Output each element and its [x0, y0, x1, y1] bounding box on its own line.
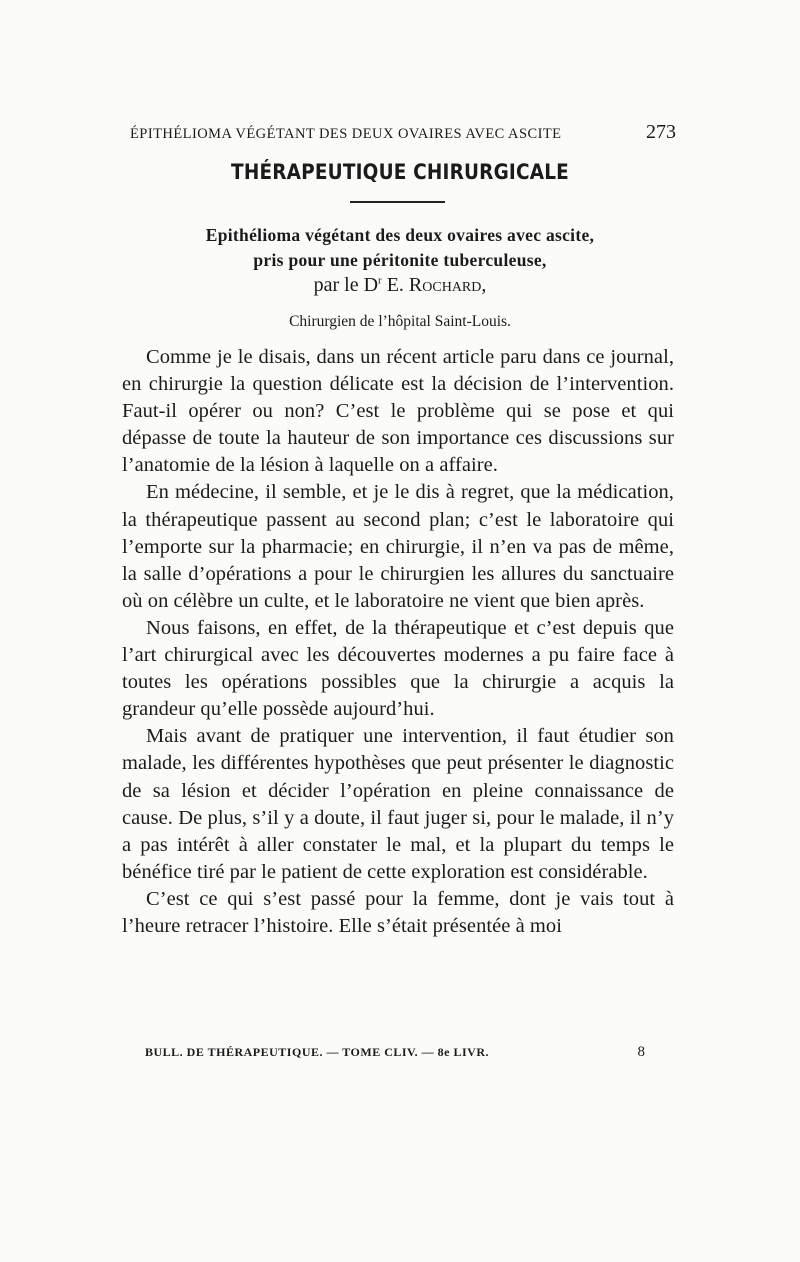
paragraph: Mais avant de pratiquer une intervention, il faut étudier son malade, les différentes hypothèses que peut présenter le diagnostic de sa lésion et décider l’opération en pleine connaissance de cause. De plus, s’il y a doute, il faut juger si, pour le malade, il n’y a pas intérêt à aller constater le mal, et la plupart du temps le bénéfice tiré par le patient de cette exploration est considérable.: [122, 725, 674, 883]
author-affiliation: Chirurgien de l’hôpital Saint-Louis.: [289, 313, 511, 330]
title-rule: [350, 201, 445, 203]
page-number: 273: [646, 121, 676, 143]
paragraph: Comme je le disais, dans un récent article paru dans ce journal, en chirurgie la question délicate est la décision de l’intervention. Faut-il opérer ou non? C’est le problème qui se pose et qui dépasse de toute la hauteur de son importance ces discussions sur l’anatomie de la lésion à laquelle on a affaire.: [122, 346, 674, 477]
byline: [120, 274, 680, 297]
journal-footer: BULL. DE THÉRAPEUTIQUE. — TOME CLIV. — 8e LIVR.: [145, 1045, 490, 1059]
paragraph: Nous faisons, en effet, de la thérapeutique et c’est depuis que l’art chirurgical avec les découvertes modernes a pu faire face à toutes les opérations possibles que la chirurgie a acquis la grandeur qu’elle possède aujourd’hui.: [122, 616, 674, 721]
page-footer: [145, 1044, 645, 1061]
byline-superscript: r: [378, 274, 382, 287]
paragraph: En médecine, il semble, et je le dis à regret, que la médication, la thérapeutique passent au second plan; c’est le laboratoire qui l’emporte sur la pharmacie; en chirurgie, il n’en va pas de même, la salle d’opérations a pour le chirurgien les allures du sanctuaire où on célèbre un culte, et le laboratoire ne vient que bien après.: [122, 481, 674, 612]
article-body: [122, 344, 674, 940]
section-title: THÉRAPEUTIQUE CHIRURGICALE: [231, 160, 569, 184]
author-name: E. Rochard,: [386, 274, 487, 296]
article-title: [120, 223, 680, 273]
article-title-line-2: pris pour une péritonite tuberculeuse,: [253, 250, 547, 270]
running-head: [130, 121, 676, 144]
article-title-line-1: Epithélioma végétant des deux ovaires avec ascite,: [205, 225, 595, 245]
paragraph: C’est ce qui s’est passé pour la femme, dont je vais tout à l’heure retracer l’histoire. Elle s’était présentée à moi: [122, 887, 674, 937]
running-title: ÉPITHÉLIOMA VÉGÉTANT DES DEUX OVAIRES AVEC ASCITE: [130, 126, 562, 142]
signature-mark: 8: [637, 1044, 645, 1060]
byline-prefix: par le D: [313, 274, 379, 296]
